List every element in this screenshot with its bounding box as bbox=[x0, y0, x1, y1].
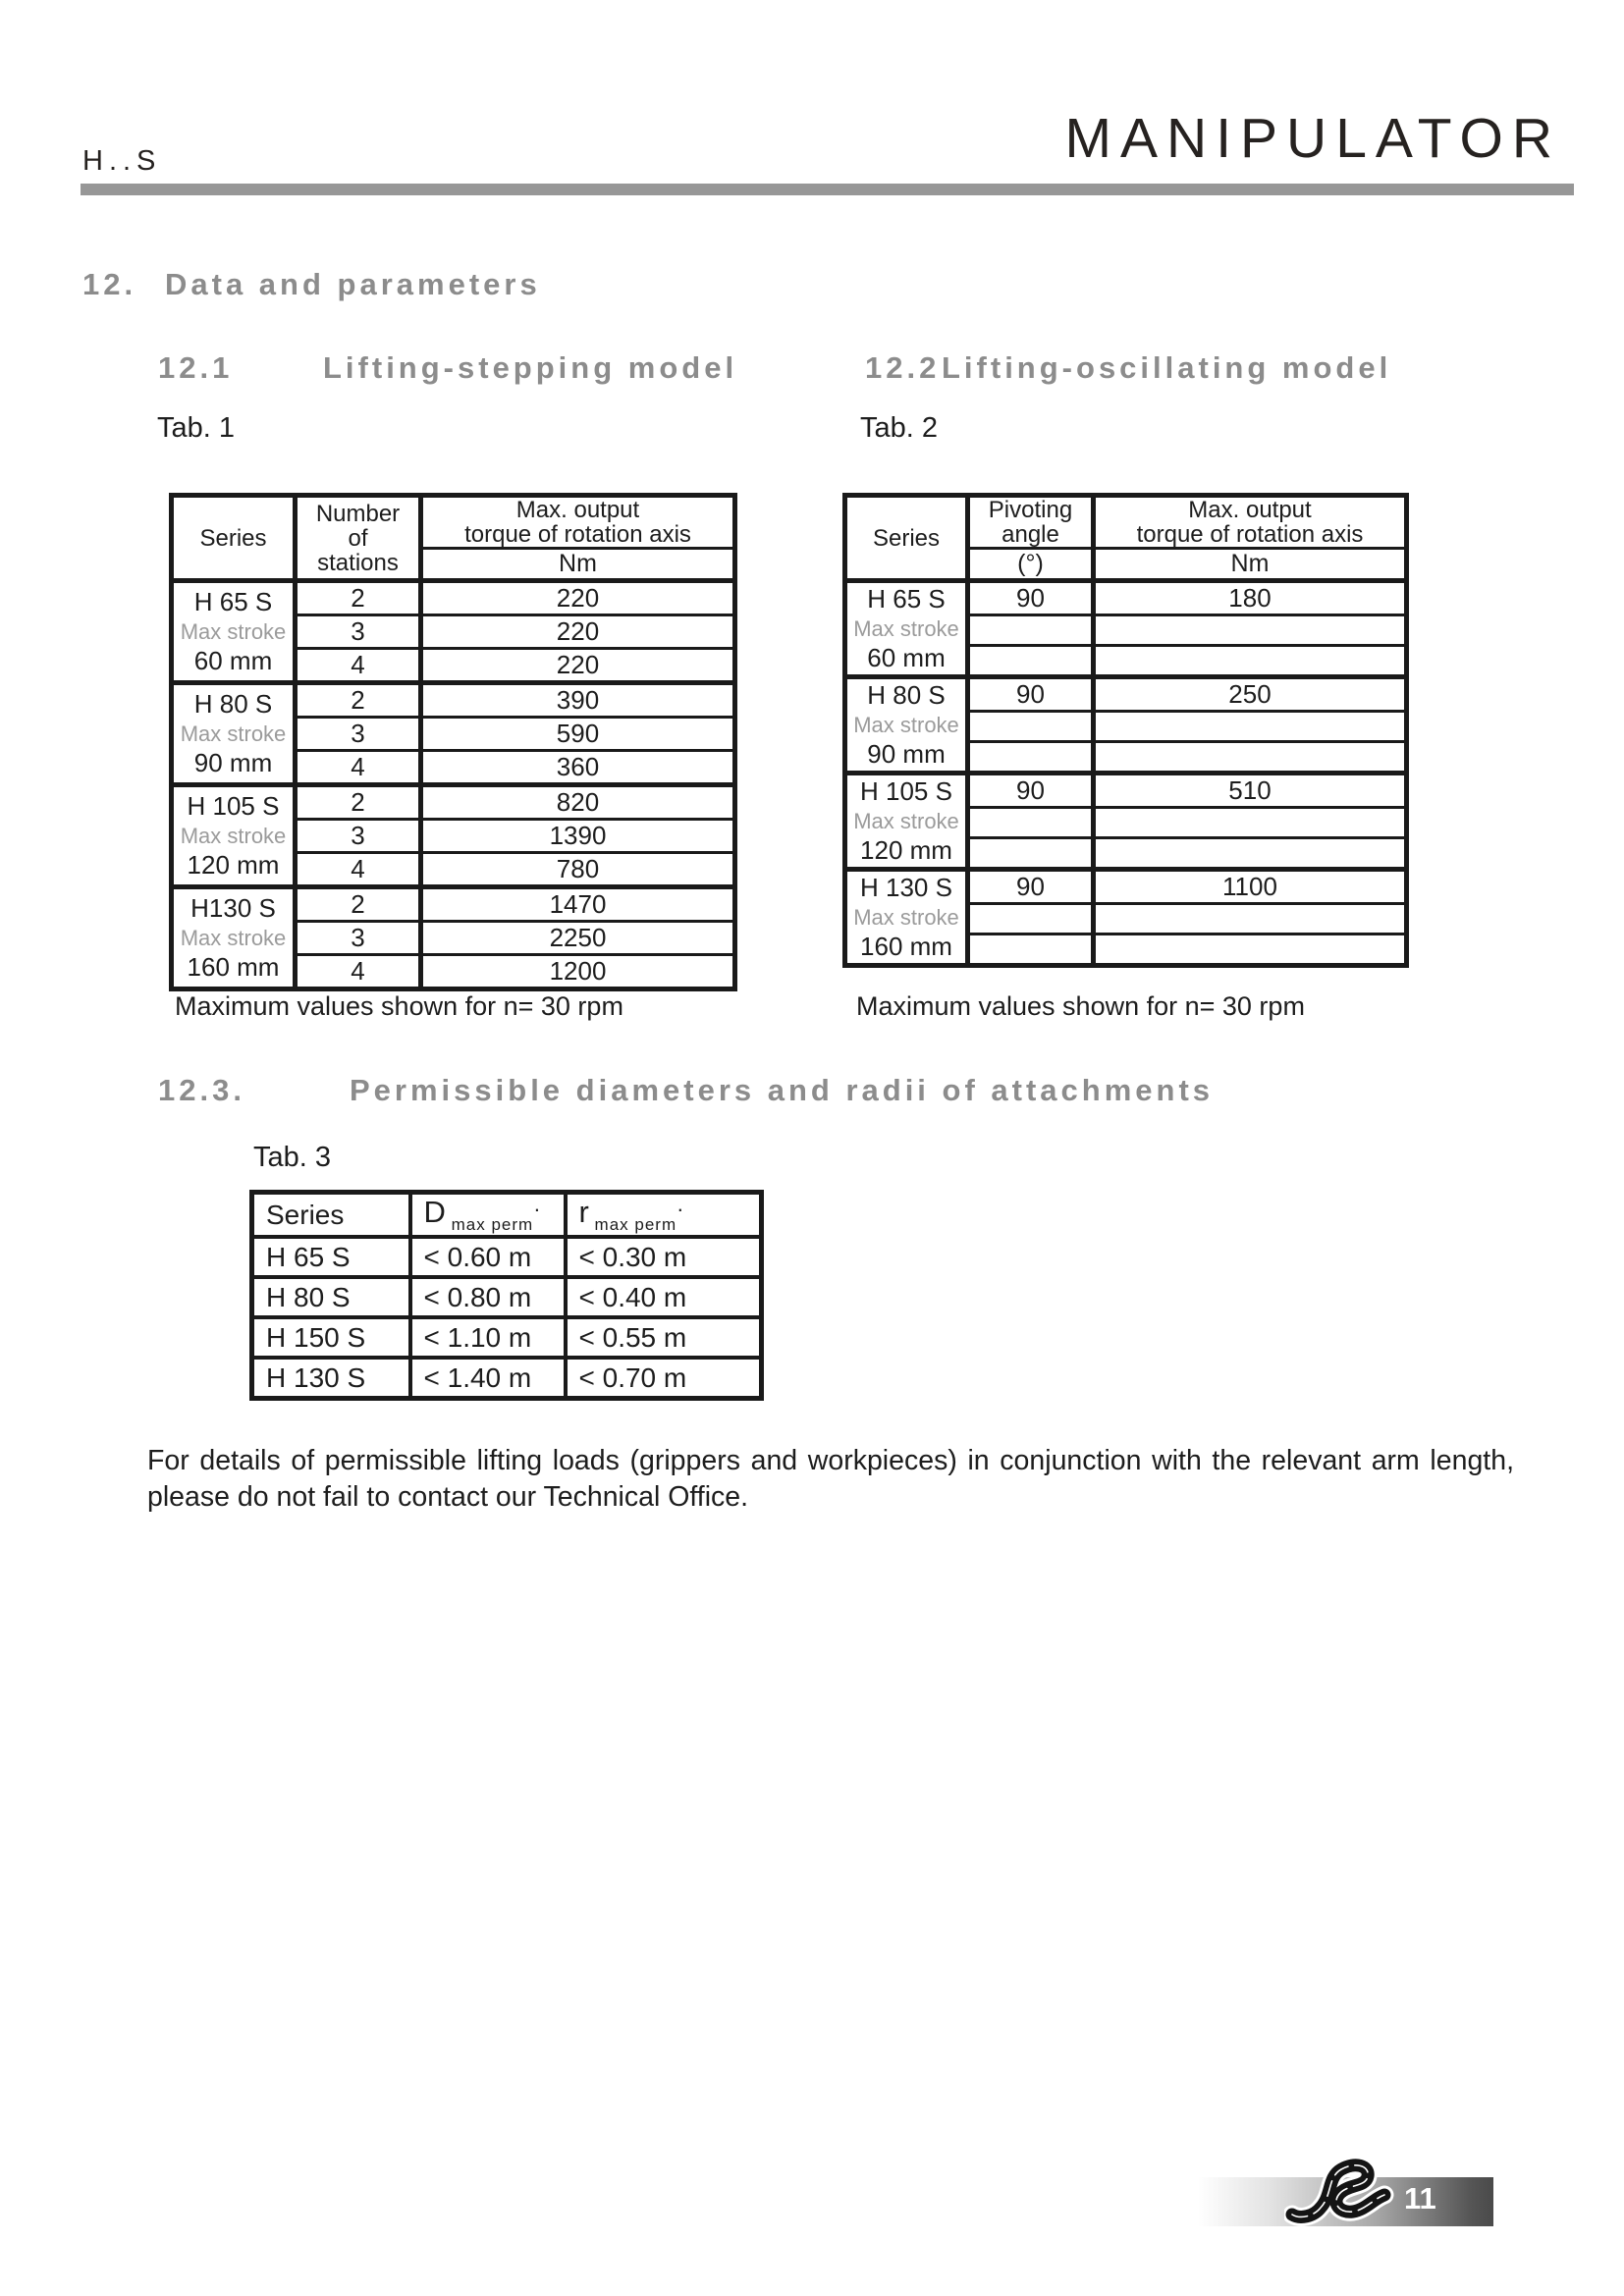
stations-value: 3 bbox=[296, 922, 421, 955]
torque-value: 220 bbox=[421, 649, 735, 683]
section-heading-12-2 bbox=[865, 350, 1391, 386]
stations-value: 4 bbox=[296, 751, 421, 785]
torque-value bbox=[1094, 838, 1407, 870]
table-row bbox=[252, 1358, 762, 1399]
series-cell: H 80 S Max stroke 90 mm bbox=[172, 683, 296, 785]
stations-value: 2 bbox=[296, 581, 421, 615]
torque-value: 220 bbox=[421, 581, 735, 615]
permissible-diameters-table bbox=[249, 1190, 764, 1401]
r-max-value: < 0.40 m bbox=[566, 1277, 762, 1317]
tab1-note: Maximum values shown for n= 30 rpm bbox=[175, 991, 623, 1021]
body-paragraph: For details of permissible lifting loads (grippers and workpieces) in conjunction with the relevant arm length, please do not fail to contact our Technical Office. bbox=[147, 1445, 1514, 1513]
angle-value bbox=[968, 615, 1094, 646]
series-value: H 130 S bbox=[252, 1358, 410, 1399]
stations-value: 4 bbox=[296, 853, 421, 887]
col-header-series: Series bbox=[172, 496, 296, 581]
col-header-series: Series bbox=[252, 1193, 410, 1238]
table-row bbox=[252, 1277, 762, 1317]
tab2-caption: Tab. 2 bbox=[860, 412, 938, 444]
section-title: Data and parameters bbox=[165, 267, 541, 301]
torque-value: 780 bbox=[421, 853, 735, 887]
angle-value: 90 bbox=[968, 870, 1094, 904]
series-cell: H 130 S Max stroke 160 mm bbox=[845, 870, 968, 966]
torque-value: 1390 bbox=[421, 820, 735, 853]
stations-value: 3 bbox=[296, 820, 421, 853]
tab2-note: Maximum values shown for n= 30 rpm bbox=[856, 991, 1305, 1021]
section-number: 12.2 bbox=[865, 350, 941, 385]
knot-logo bbox=[1284, 2154, 1398, 2232]
col-header-series: Series bbox=[845, 496, 968, 581]
torque-value bbox=[1094, 742, 1407, 774]
tab1-caption: Tab. 1 bbox=[157, 412, 235, 444]
table-row bbox=[845, 774, 1407, 808]
tab3-caption: Tab. 3 bbox=[253, 1142, 331, 1173]
angle-value bbox=[968, 742, 1094, 774]
header-model-code: H..S bbox=[82, 145, 162, 177]
page-number: 11 bbox=[1404, 2181, 1436, 2216]
stations-value: 3 bbox=[296, 615, 421, 649]
section-heading-12 bbox=[82, 267, 541, 302]
table-row bbox=[252, 1317, 762, 1358]
angle-value bbox=[968, 712, 1094, 742]
series-cell: H130 S Max stroke 160 mm bbox=[172, 887, 296, 989]
torque-value: 820 bbox=[421, 785, 735, 820]
torque-value: 220 bbox=[421, 615, 735, 649]
torque-value bbox=[1094, 934, 1407, 966]
r-max-value: < 0.55 m bbox=[566, 1317, 762, 1358]
angle-value: 90 bbox=[968, 774, 1094, 808]
section-number: 12.1 bbox=[158, 350, 234, 385]
header-row bbox=[252, 1193, 762, 1238]
col-unit-torque: Nm bbox=[1094, 549, 1407, 581]
col-header-r-max-perm: r $_{max perm}$· bbox=[566, 1193, 762, 1238]
header-rule bbox=[81, 184, 1574, 195]
table-row bbox=[172, 683, 735, 718]
torque-value bbox=[1094, 615, 1407, 646]
series-cell: H 80 S Max stroke 90 mm bbox=[845, 677, 968, 774]
col-header-stations: Number of stations bbox=[296, 496, 421, 581]
d-max-value: < 1.40 m bbox=[410, 1358, 566, 1399]
col-header-pivoting-angle: Pivoting angle bbox=[968, 496, 1094, 549]
stations-value: 3 bbox=[296, 718, 421, 751]
angle-value bbox=[968, 838, 1094, 870]
series-cell: H 65 S Max stroke 60 mm bbox=[172, 581, 296, 683]
torque-value: 1200 bbox=[421, 955, 735, 989]
torque-value bbox=[1094, 808, 1407, 838]
table-row bbox=[172, 887, 735, 922]
angle-value bbox=[968, 934, 1094, 966]
angle-value: 90 bbox=[968, 677, 1094, 712]
d-max-value: < 0.60 m bbox=[410, 1237, 566, 1277]
torque-value: 250 bbox=[1094, 677, 1407, 712]
brand-title: MANIPULATOR bbox=[1064, 107, 1561, 170]
angle-value bbox=[968, 646, 1094, 677]
torque-value bbox=[1094, 646, 1407, 677]
table-row bbox=[845, 581, 1407, 615]
torque-value: 180 bbox=[1094, 581, 1407, 615]
torque-value: 590 bbox=[421, 718, 735, 751]
table-row bbox=[845, 677, 1407, 712]
torque-value bbox=[1094, 712, 1407, 742]
r-max-value: < 0.30 m bbox=[566, 1237, 762, 1277]
section-title: Lifting-oscillating model bbox=[942, 350, 1392, 385]
angle-value: 90 bbox=[968, 581, 1094, 615]
series-value: H 150 S bbox=[252, 1317, 410, 1358]
series-cell: H 105 S Max stroke 120 mm bbox=[172, 785, 296, 887]
series-cell: H 105 S Max stroke 120 mm bbox=[845, 774, 968, 870]
torque-value: 2250 bbox=[421, 922, 735, 955]
section-heading-12-3 bbox=[158, 1073, 1214, 1108]
header-row bbox=[845, 496, 1407, 549]
stations-value: 2 bbox=[296, 683, 421, 718]
lifting-stepping-table bbox=[169, 493, 737, 991]
table-row bbox=[845, 870, 1407, 904]
lifting-oscillating-table bbox=[842, 493, 1409, 968]
torque-value bbox=[1094, 904, 1407, 934]
angle-value bbox=[968, 904, 1094, 934]
col-unit-angle: (°) bbox=[968, 549, 1094, 581]
table-row bbox=[172, 581, 735, 615]
series-value: H 80 S bbox=[252, 1277, 410, 1317]
section-number: 12.3. bbox=[158, 1073, 245, 1107]
d-max-value: < 1.10 m bbox=[410, 1317, 566, 1358]
angle-value bbox=[968, 808, 1094, 838]
section-heading-12-1 bbox=[158, 350, 737, 386]
stations-value: 4 bbox=[296, 955, 421, 989]
section-title: Permissible diameters and radii of attachments bbox=[350, 1073, 1215, 1107]
table-row bbox=[172, 785, 735, 820]
col-header-torque: Max. output torque of rotation axis bbox=[421, 496, 735, 549]
torque-value: 510 bbox=[1094, 774, 1407, 808]
header-row bbox=[172, 496, 735, 549]
table-row bbox=[252, 1237, 762, 1277]
stations-value: 4 bbox=[296, 649, 421, 683]
r-max-value: < 0.70 m bbox=[566, 1358, 762, 1399]
torque-value: 1470 bbox=[421, 887, 735, 922]
stations-value: 2 bbox=[296, 887, 421, 922]
section-number: 12. bbox=[82, 267, 137, 301]
torque-value: 1100 bbox=[1094, 870, 1407, 904]
d-max-value: < 0.80 m bbox=[410, 1277, 566, 1317]
col-header-d-max-perm: D $_{max perm}$· bbox=[410, 1193, 566, 1238]
torque-value: 390 bbox=[421, 683, 735, 718]
section-title: Lifting-stepping model bbox=[323, 350, 738, 385]
series-cell: H 65 S Max stroke 60 mm bbox=[845, 581, 968, 677]
stations-value: 2 bbox=[296, 785, 421, 820]
series-value: H 65 S bbox=[252, 1237, 410, 1277]
col-unit-torque: Nm bbox=[421, 549, 735, 581]
torque-value: 360 bbox=[421, 751, 735, 785]
col-header-torque: Max. output torque of rotation axis bbox=[1094, 496, 1407, 549]
